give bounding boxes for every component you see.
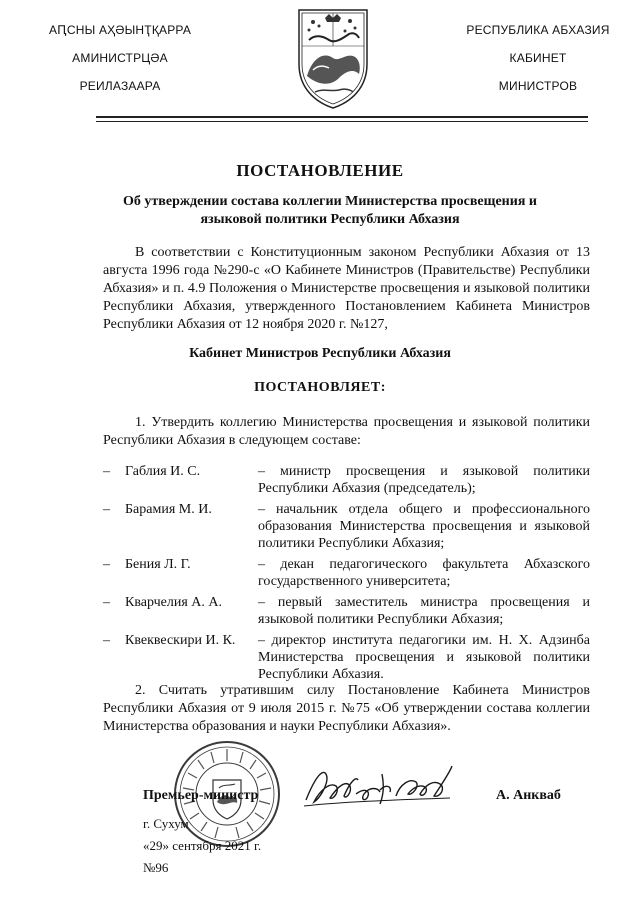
issue-date: «29» сентября 2021 г. — [143, 838, 262, 853]
member-name: Кварчелия А. А. — [125, 595, 223, 610]
document-number: №96 — [143, 860, 169, 875]
list-dash: – — [103, 633, 110, 648]
header-divider-thick — [96, 116, 588, 118]
issue-city: г. Сухум — [143, 816, 189, 831]
board-members-list — [103, 463, 590, 687]
list-item — [103, 501, 590, 552]
signatory-position: Премьер-министр — [143, 788, 259, 803]
list-dash: – — [103, 595, 110, 610]
member-role: – первый заместитель министра просвещения и языковой политики Республики Абхазия; — [258, 595, 590, 627]
member-role: – министр просвещения и языковой политики Республики Абхазия (председатель); — [258, 464, 590, 496]
list-dash: – — [103, 464, 110, 479]
resolves-heading: ПОСТАНОВЛЯЕТ: — [254, 380, 386, 395]
member-role: – декан педагогического факультета Абхазского государственного университета; — [258, 557, 590, 589]
list-item — [103, 632, 590, 683]
list-dash: – — [103, 557, 110, 572]
list-item — [103, 463, 590, 497]
item-1-paragraph: 1. Утвердить коллегию Министерства просвещения и языковой политики Республики Абхазия в следующем составе: — [103, 415, 590, 448]
preamble-paragraph: В соответствии с Конституционным законом Республики Абхазия от 13 августа 1996 года №290-с «О Кабинете Министров (Правительстве) Республики Абхазия» и п. 4.9 Положения о Министерстве просвещения и языковой политики Республики Абхазия, утвержденного Постановлением Кабинета Министров Республики Абхазия от 12 ноября 2020 г. №127, — [103, 245, 590, 332]
letterhead-line: АМИНИСТРЦӘА — [72, 51, 168, 65]
document-title: ПОСТАНОВЛЕНИЕ — [236, 161, 404, 180]
list-item — [103, 594, 590, 628]
letterhead — [0, 0, 640, 122]
letterhead-abkhaz — [20, 22, 220, 106]
member-role: – начальник отдела общего и профессионального образования Министерства просвещения и языковой политики Республики Абхазия; — [258, 502, 590, 551]
letterhead-line: МИНИСТРОВ — [498, 79, 578, 93]
member-name: Бения Л. Г. — [125, 557, 191, 572]
handwritten-signature-icon — [300, 760, 470, 812]
header-divider-thin — [96, 121, 588, 122]
member-name: Барамия М. И. — [125, 502, 212, 517]
list-dash: – — [103, 502, 110, 517]
member-name: Габлия И. С. — [125, 464, 201, 479]
signature-block — [0, 740, 640, 905]
coat-of-arms-icon — [295, 6, 371, 110]
letterhead-line: КАБИНЕТ — [509, 51, 567, 65]
item-2-paragraph: 2. Считать утратившим силу Постановление Кабинета Министров Республики Абхазия от 9 июля 2015 г. №75 «Об утверждении состава коллегии Министерства образования и науки Республики Абхазия». — [103, 683, 590, 734]
issuing-authority: Кабинет Министров Республики Абхазия — [189, 346, 451, 361]
letterhead-line: АԤСНЫ АҲӘЫНҬҚАРРА — [48, 23, 192, 37]
list-item — [103, 556, 590, 590]
letterhead-russian — [438, 22, 638, 106]
letterhead-line: РЕСПУБЛИКА АБХАЗИЯ — [466, 23, 610, 37]
member-name: Квеквескири И. К. — [125, 633, 236, 648]
member-role: – директор института педагогики им. Н. Х. Адзинба Министерства просвещения и языковой политики Республики Абхазия. — [258, 633, 590, 682]
document-subject: Об утверждении состава коллегии Министерства просвещения и языковой политики Республики Абхазия — [123, 194, 537, 227]
signatory-name: А. Анкваб — [496, 788, 561, 803]
letterhead-line: РЕИЛАЗААРА — [79, 79, 161, 93]
